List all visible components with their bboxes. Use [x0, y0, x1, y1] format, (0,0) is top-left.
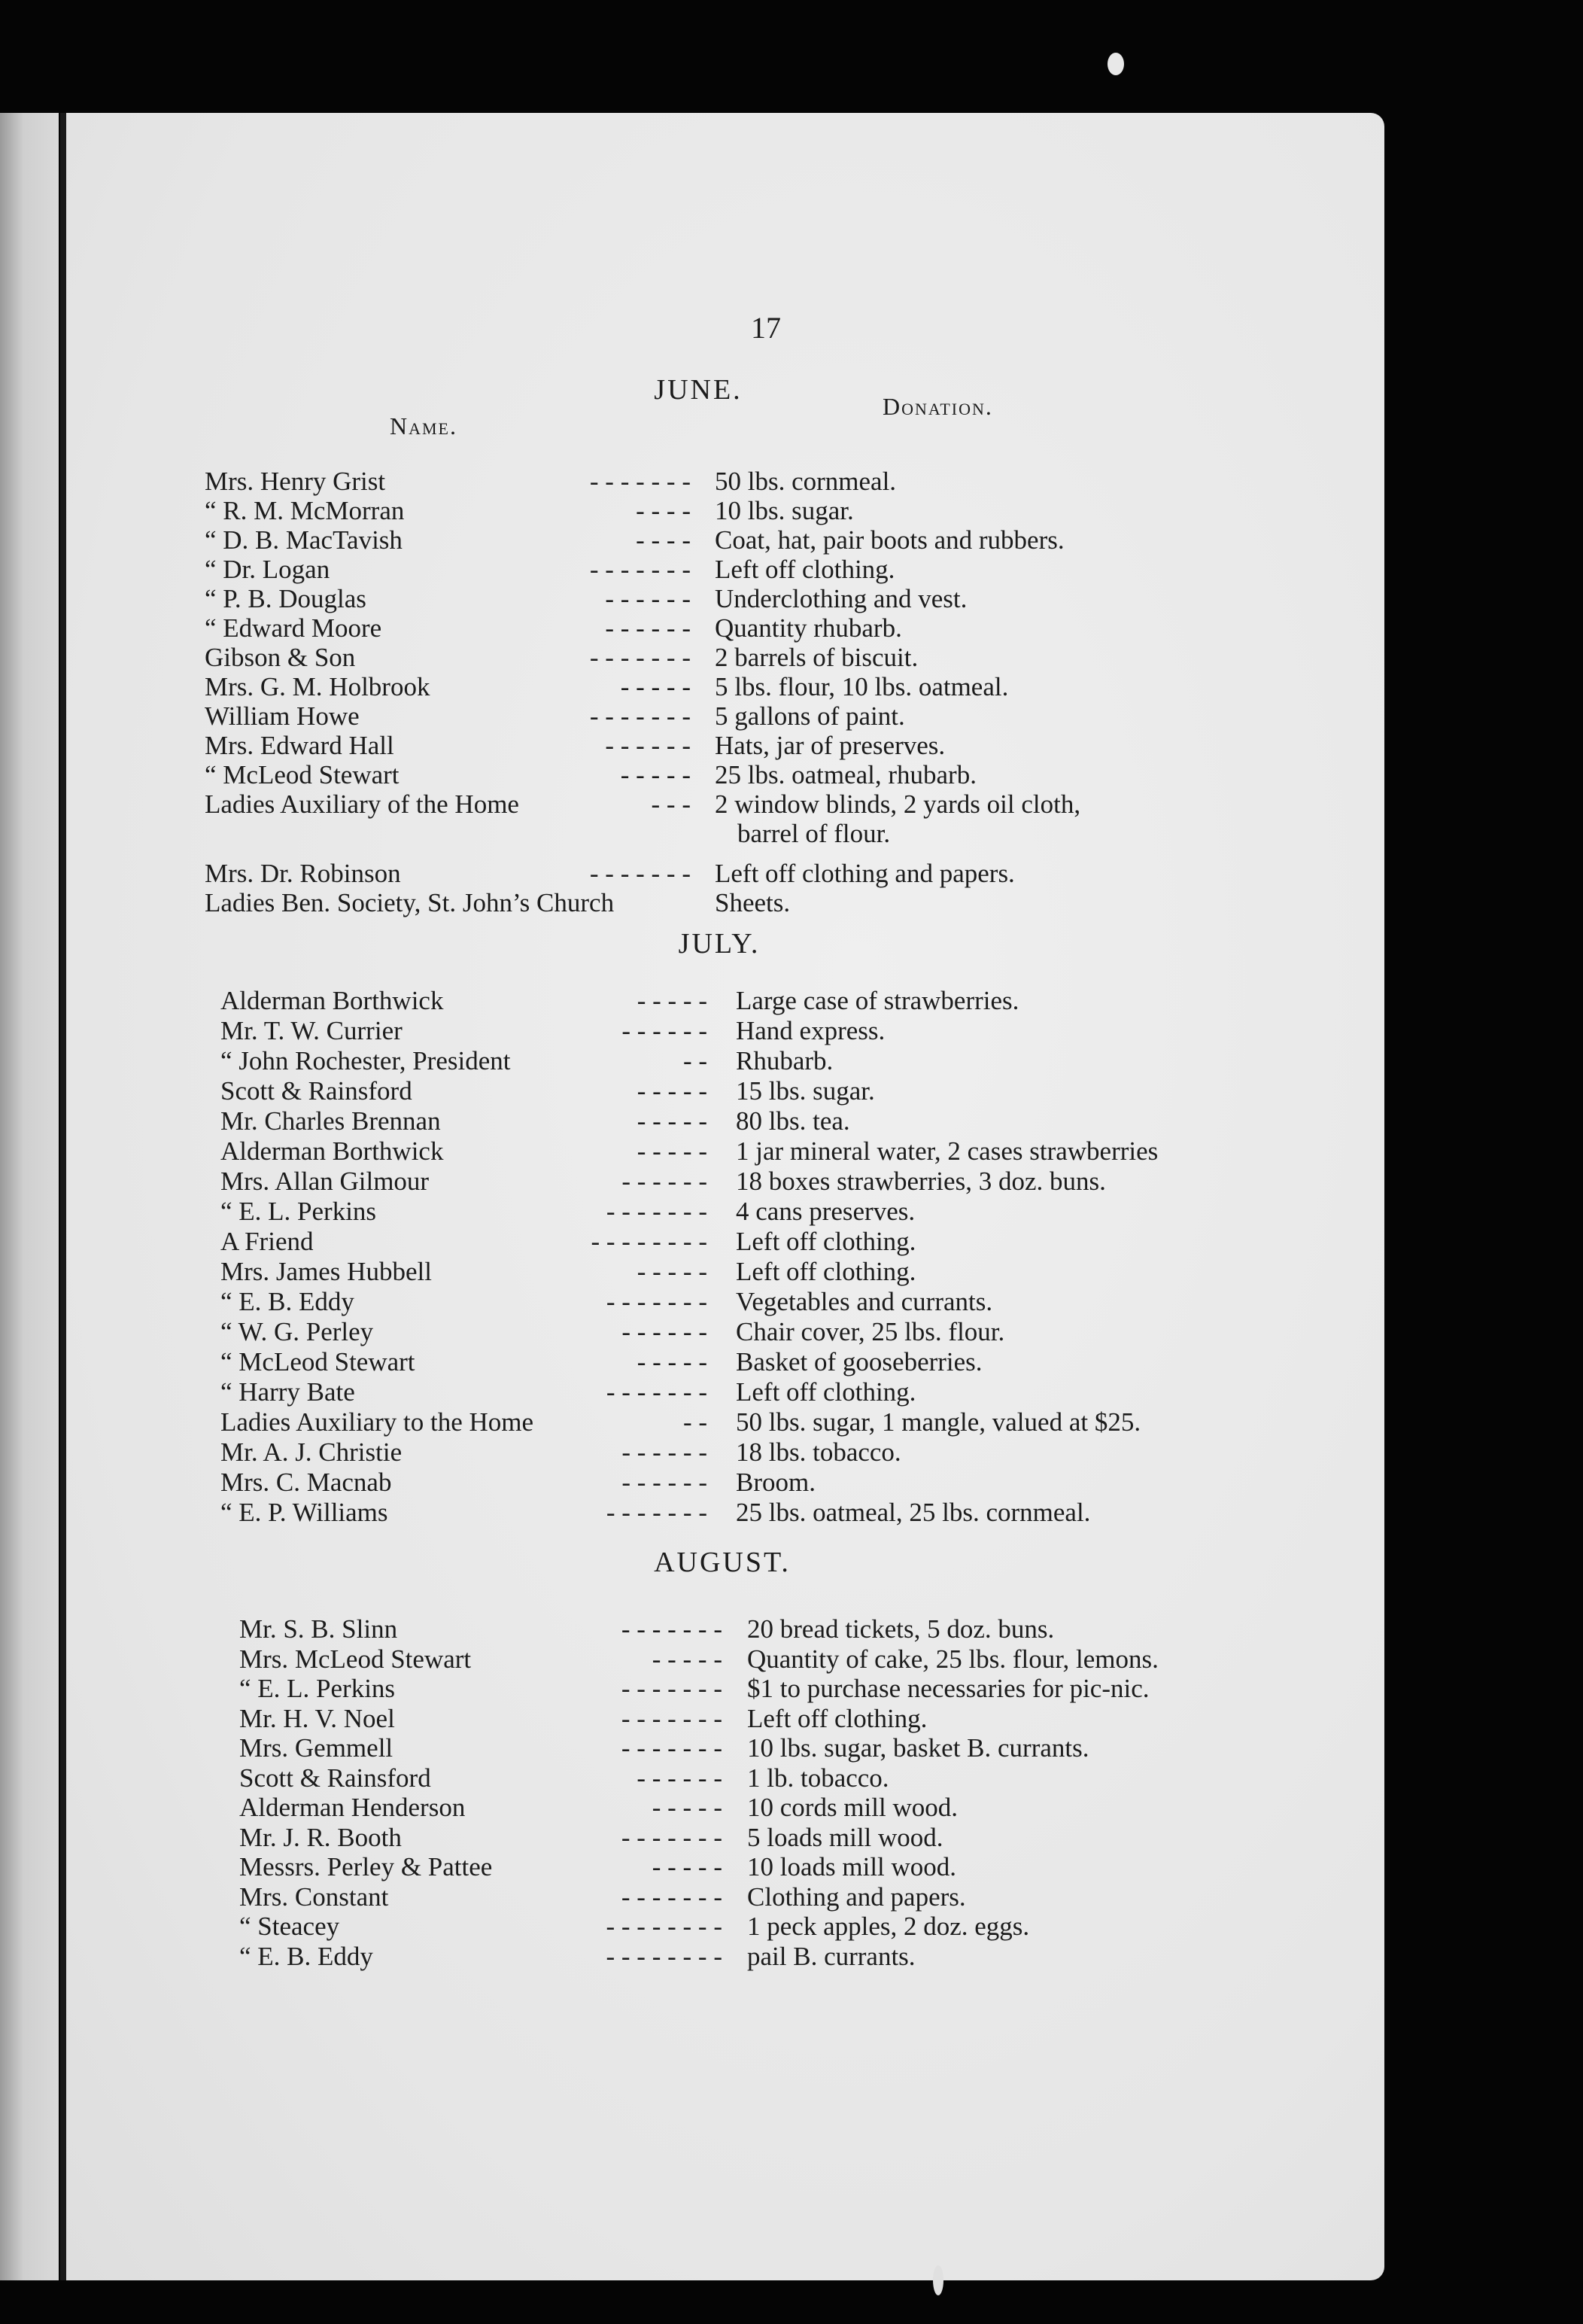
donation-row	[66, 496, 1384, 525]
donation-row	[66, 1016, 1384, 1046]
donation-text: Left off clothing.	[747, 1703, 928, 1733]
donation-row	[66, 760, 1384, 789]
dot-leader: - - - - - -	[621, 1437, 707, 1467]
donation-row	[66, 613, 1384, 643]
donation-text: 15 lbs. sugar.	[736, 1076, 875, 1106]
donation-text: Quantity rhubarb.	[715, 613, 902, 643]
donation-row	[66, 1377, 1384, 1407]
dot-leader: - - - - - - -	[589, 859, 691, 888]
donation-text: Sheets.	[715, 888, 791, 917]
dot-leader: - - - - - -	[605, 731, 691, 760]
donor-name: Mrs. C. Macnab	[220, 1468, 392, 1497]
donation-text: Broom.	[736, 1468, 816, 1497]
page-number: 17	[751, 311, 781, 345]
donation-row	[66, 859, 1384, 888]
donation-row	[66, 584, 1384, 613]
donation-row	[66, 1106, 1384, 1136]
donor-name: Mrs. Dr. Robinson	[205, 859, 401, 888]
donation-text: 1 lb. tobacco.	[747, 1763, 889, 1793]
donor-name: “ McLeod Stewart	[205, 760, 400, 789]
donation-row	[66, 1823, 1384, 1853]
dot-leader: - - - - - - - -	[606, 1912, 722, 1941]
dot-leader: - - - - - - -	[589, 555, 691, 584]
donation-text: 10 lbs. sugar, basket B. currants.	[747, 1733, 1089, 1763]
donation-row	[66, 1317, 1384, 1347]
dot-leader: - - - - -	[637, 1106, 707, 1136]
donor-name: “ R. M. McMorran	[205, 496, 405, 525]
month-heading-june: JUNE.	[654, 374, 743, 406]
donor-name: Mrs. Gemmell	[239, 1733, 393, 1763]
donation-row	[66, 1614, 1384, 1644]
donation-row	[66, 1763, 1384, 1793]
donor-name: Scott & Rainsford	[239, 1763, 431, 1793]
dot-leader: - - -	[651, 789, 691, 819]
donor-name: “ W. G. Perley	[220, 1317, 374, 1346]
donation-column-header: Donation.	[883, 393, 993, 420]
donation-text: 1 jar mineral water, 2 cases strawberries	[736, 1136, 1159, 1166]
dot-leader: - - - - - - -	[589, 701, 691, 731]
dot-leader: - - - - - - -	[606, 1498, 707, 1527]
donation-row	[66, 1704, 1384, 1734]
donor-name: Alderman Borthwick	[220, 986, 444, 1015]
donation-text: Large case of strawberries.	[736, 986, 1019, 1015]
donation-row	[66, 1852, 1384, 1882]
donor-name: Ladies Ben. Society, St. John’s Church	[205, 888, 615, 917]
dot-leader: - - - - - - -	[621, 1614, 722, 1644]
donation-row	[66, 888, 1384, 917]
donation-row	[66, 1227, 1384, 1257]
donation-row	[66, 672, 1384, 701]
dot-leader: - - - - - - -	[621, 1703, 722, 1733]
donation-row	[66, 1942, 1384, 1972]
donation-text: $1 to purchase necessaries for pic-nic.	[747, 1674, 1150, 1703]
donation-row	[66, 1437, 1384, 1468]
dot-leader: - - - - - - - -	[591, 1227, 707, 1256]
donation-text: Hats, jar of preserves.	[715, 731, 946, 760]
donation-text: Hand express.	[736, 1016, 886, 1045]
donor-name: Mr. T. W. Currier	[220, 1016, 403, 1045]
donation-row	[66, 1498, 1384, 1528]
dot-leader: - - - - - - -	[621, 1822, 722, 1852]
donation-text: Underclothing and vest.	[715, 584, 968, 613]
dot-leader: - - - - -	[637, 1136, 707, 1166]
donor-name: A Friend	[220, 1227, 314, 1256]
donation-text: Chair cover, 25 lbs. flour.	[736, 1317, 1005, 1346]
donor-name: Mrs. James Hubbell	[220, 1257, 432, 1286]
dot-leader: - - - - - - -	[589, 643, 691, 672]
dot-leader: - - - - - - -	[606, 1377, 707, 1407]
donation-text: 5 lbs. flour, 10 lbs. oatmeal.	[715, 672, 1009, 701]
donation-text: 18 boxes strawberries, 3 doz. buns.	[736, 1167, 1106, 1196]
donor-name: Scott & Rainsford	[220, 1076, 412, 1106]
donation-text: 25 lbs. oatmeal, rhubarb.	[715, 760, 977, 789]
dust-mark	[933, 2265, 943, 2295]
donation-text: Left off clothing.	[736, 1227, 916, 1256]
dot-leader: - - - - -	[620, 760, 691, 789]
dot-leader: - - - - -	[652, 1793, 722, 1822]
name-column-header: Name.	[390, 412, 457, 440]
donor-name: Gibson & Son	[205, 643, 356, 672]
donor-name: “ John Rochester, President	[220, 1046, 511, 1075]
donation-row	[66, 1674, 1384, 1704]
donation-row	[66, 1347, 1384, 1377]
donation-row	[66, 819, 1384, 848]
donor-name: Mrs. Edward Hall	[205, 731, 394, 760]
donation-text: 25 lbs. oatmeal, 25 lbs. cornmeal.	[736, 1498, 1091, 1527]
dot-leader: - - - - - - - -	[606, 1941, 722, 1971]
donation-row	[66, 1257, 1384, 1287]
donor-name: “ E. P. Williams	[220, 1498, 388, 1527]
donation-text: 10 cords mill wood.	[747, 1793, 958, 1822]
donor-name: Mr. J. R. Booth	[239, 1822, 402, 1852]
dot-leader: - - - - -	[637, 1076, 707, 1106]
dot-leader: - - - - - -	[621, 1167, 707, 1196]
donor-name: Mrs. Allan Gilmour	[220, 1167, 430, 1196]
donation-text: 2 window blinds, 2 yards oil cloth,	[715, 789, 1081, 819]
donation-text: Coat, hat, pair boots and rubbers.	[715, 525, 1065, 555]
page-gutter	[60, 113, 66, 2280]
donor-name: William Howe	[205, 701, 360, 731]
dot-leader: - - - - -	[637, 1257, 707, 1286]
donation-text: Vegetables and currants.	[736, 1287, 993, 1316]
dot-leader: - - - - - - -	[589, 467, 691, 496]
dot-leader: - - - - - -	[621, 1468, 707, 1497]
donation-row	[66, 525, 1384, 555]
dot-leader: - - - - -	[620, 672, 691, 701]
document-page	[66, 113, 1384, 2280]
july-donation-list	[66, 986, 1384, 1528]
june-donation-list	[66, 467, 1384, 917]
donor-name: “ Steacey	[239, 1912, 340, 1941]
month-heading-july: JULY.	[678, 928, 761, 960]
donor-name: “ E. B. Eddy	[220, 1287, 354, 1316]
donation-text: 20 bread tickets, 5 doz. buns.	[747, 1614, 1055, 1644]
dot-leader: - - - - - - -	[606, 1197, 707, 1226]
donation-text: 50 lbs. cornmeal.	[715, 467, 897, 496]
donor-name: “ E. B. Eddy	[239, 1941, 373, 1971]
donor-name: “ E. L. Perkins	[220, 1197, 377, 1226]
donor-name: Ladies Auxiliary to the Home	[220, 1407, 534, 1437]
dot-leader: - - - - -	[652, 1852, 722, 1881]
donation-row	[66, 1468, 1384, 1498]
donation-text: 10 loads mill wood.	[747, 1852, 957, 1881]
dot-leader: - - - -	[636, 525, 691, 555]
donation-text: Left off clothing and papers.	[715, 859, 1015, 888]
donation-text: 80 lbs. tea.	[736, 1106, 850, 1136]
dot-leader: - - - - - - -	[621, 1674, 722, 1703]
dot-leader: - - - - -	[652, 1644, 722, 1674]
donor-name: “ Edward Moore	[205, 613, 382, 643]
donation-row	[66, 1076, 1384, 1106]
donor-name: Mrs. Constant	[239, 1881, 389, 1912]
donation-text: 1 peck apples, 2 doz. eggs.	[747, 1912, 1030, 1941]
dot-leader: - - - - - -	[621, 1317, 707, 1346]
donor-name: “ Harry Bate	[220, 1377, 355, 1407]
donor-name: Alderman Henderson	[239, 1793, 466, 1822]
donation-row	[66, 731, 1384, 760]
dot-leader: - - - - - -	[637, 1763, 722, 1793]
dot-leader: - - - - -	[637, 1347, 707, 1376]
donation-text: Quantity of cake, 25 lbs. flour, lemons.	[747, 1644, 1159, 1674]
donation-text: 2 barrels of biscuit.	[715, 643, 919, 672]
donation-text: 4 cans preserves.	[736, 1197, 916, 1226]
dot-leader: - - - - - - -	[621, 1733, 722, 1763]
previous-page-edge	[0, 113, 59, 2280]
donor-name: Mr. A. J. Christie	[220, 1437, 403, 1467]
dot-leader: - -	[682, 1407, 707, 1437]
donation-text: Clothing and papers.	[747, 1881, 966, 1912]
donation-row	[66, 789, 1384, 819]
donation-row	[66, 1793, 1384, 1823]
august-donation-list	[66, 1614, 1384, 1971]
dot-leader: - - - - - - -	[621, 1881, 722, 1912]
donation-row	[66, 1733, 1384, 1763]
donation-text: Rhubarb.	[736, 1046, 834, 1075]
dot-leader: - -	[682, 1046, 707, 1075]
dot-leader: - - - - -	[637, 986, 707, 1015]
donation-text: Left off clothing.	[715, 555, 895, 584]
donation-row	[66, 701, 1384, 731]
donation-text: Basket of gooseberries.	[736, 1347, 983, 1376]
donation-row	[66, 1882, 1384, 1912]
donation-text: 10 lbs. sugar.	[715, 496, 854, 525]
donation-row	[66, 1136, 1384, 1167]
month-heading-august: AUGUST.	[654, 1547, 791, 1578]
donation-text: barrel of flour.	[737, 819, 891, 848]
dot-leader: - - - - - - -	[606, 1287, 707, 1316]
donation-row	[66, 1197, 1384, 1227]
donation-text: 5 gallons of paint.	[715, 701, 905, 731]
donor-name: Messrs. Perley & Pattee	[239, 1852, 493, 1881]
donation-row	[66, 1912, 1384, 1942]
donor-name: “ D. B. MacTavish	[205, 525, 403, 555]
dot-leader: - - - - - -	[621, 1016, 707, 1045]
donation-text: 50 lbs. sugar, 1 mangle, valued at $25.	[736, 1407, 1141, 1437]
donation-text: Left off clothing.	[736, 1257, 916, 1286]
donor-name: “ Dr. Logan	[205, 555, 330, 584]
donation-row	[66, 643, 1384, 672]
donation-text: 5 loads mill wood.	[747, 1822, 943, 1852]
dot-leader: - - - -	[636, 496, 691, 525]
dust-mark	[1107, 53, 1124, 75]
donation-row	[66, 1407, 1384, 1437]
donor-name: Mr. Charles Brennan	[220, 1106, 441, 1136]
donor-name: Mrs. Henry Grist	[205, 467, 386, 496]
donor-name: Mr. H. V. Noel	[239, 1703, 395, 1733]
donation-row	[66, 467, 1384, 496]
donation-text: 18 lbs. tobacco.	[736, 1437, 901, 1467]
donation-text: Left off clothing.	[736, 1377, 916, 1407]
donation-row	[66, 1287, 1384, 1317]
donor-name: Mrs. G. M. Holbrook	[205, 672, 430, 701]
donation-row	[66, 1644, 1384, 1675]
dot-leader: - - - - - -	[605, 584, 691, 613]
donor-name: “ P. B. Douglas	[205, 584, 366, 613]
donation-row	[66, 1167, 1384, 1197]
donor-name: Mr. S. B. Slinn	[239, 1614, 398, 1644]
donor-name: Alderman Borthwick	[220, 1136, 444, 1166]
donation-text: pail B. currants.	[747, 1941, 916, 1971]
donor-name: “ McLeod Stewart	[220, 1347, 415, 1376]
donor-name: “ E. L. Perkins	[239, 1674, 396, 1703]
donor-name: Mrs. McLeod Stewart	[239, 1644, 472, 1674]
donation-row	[66, 986, 1384, 1016]
dot-leader: - - - - - -	[605, 613, 691, 643]
donation-row	[66, 1046, 1384, 1076]
donor-name: Ladies Auxiliary of the Home	[205, 789, 519, 819]
donation-row	[66, 555, 1384, 584]
